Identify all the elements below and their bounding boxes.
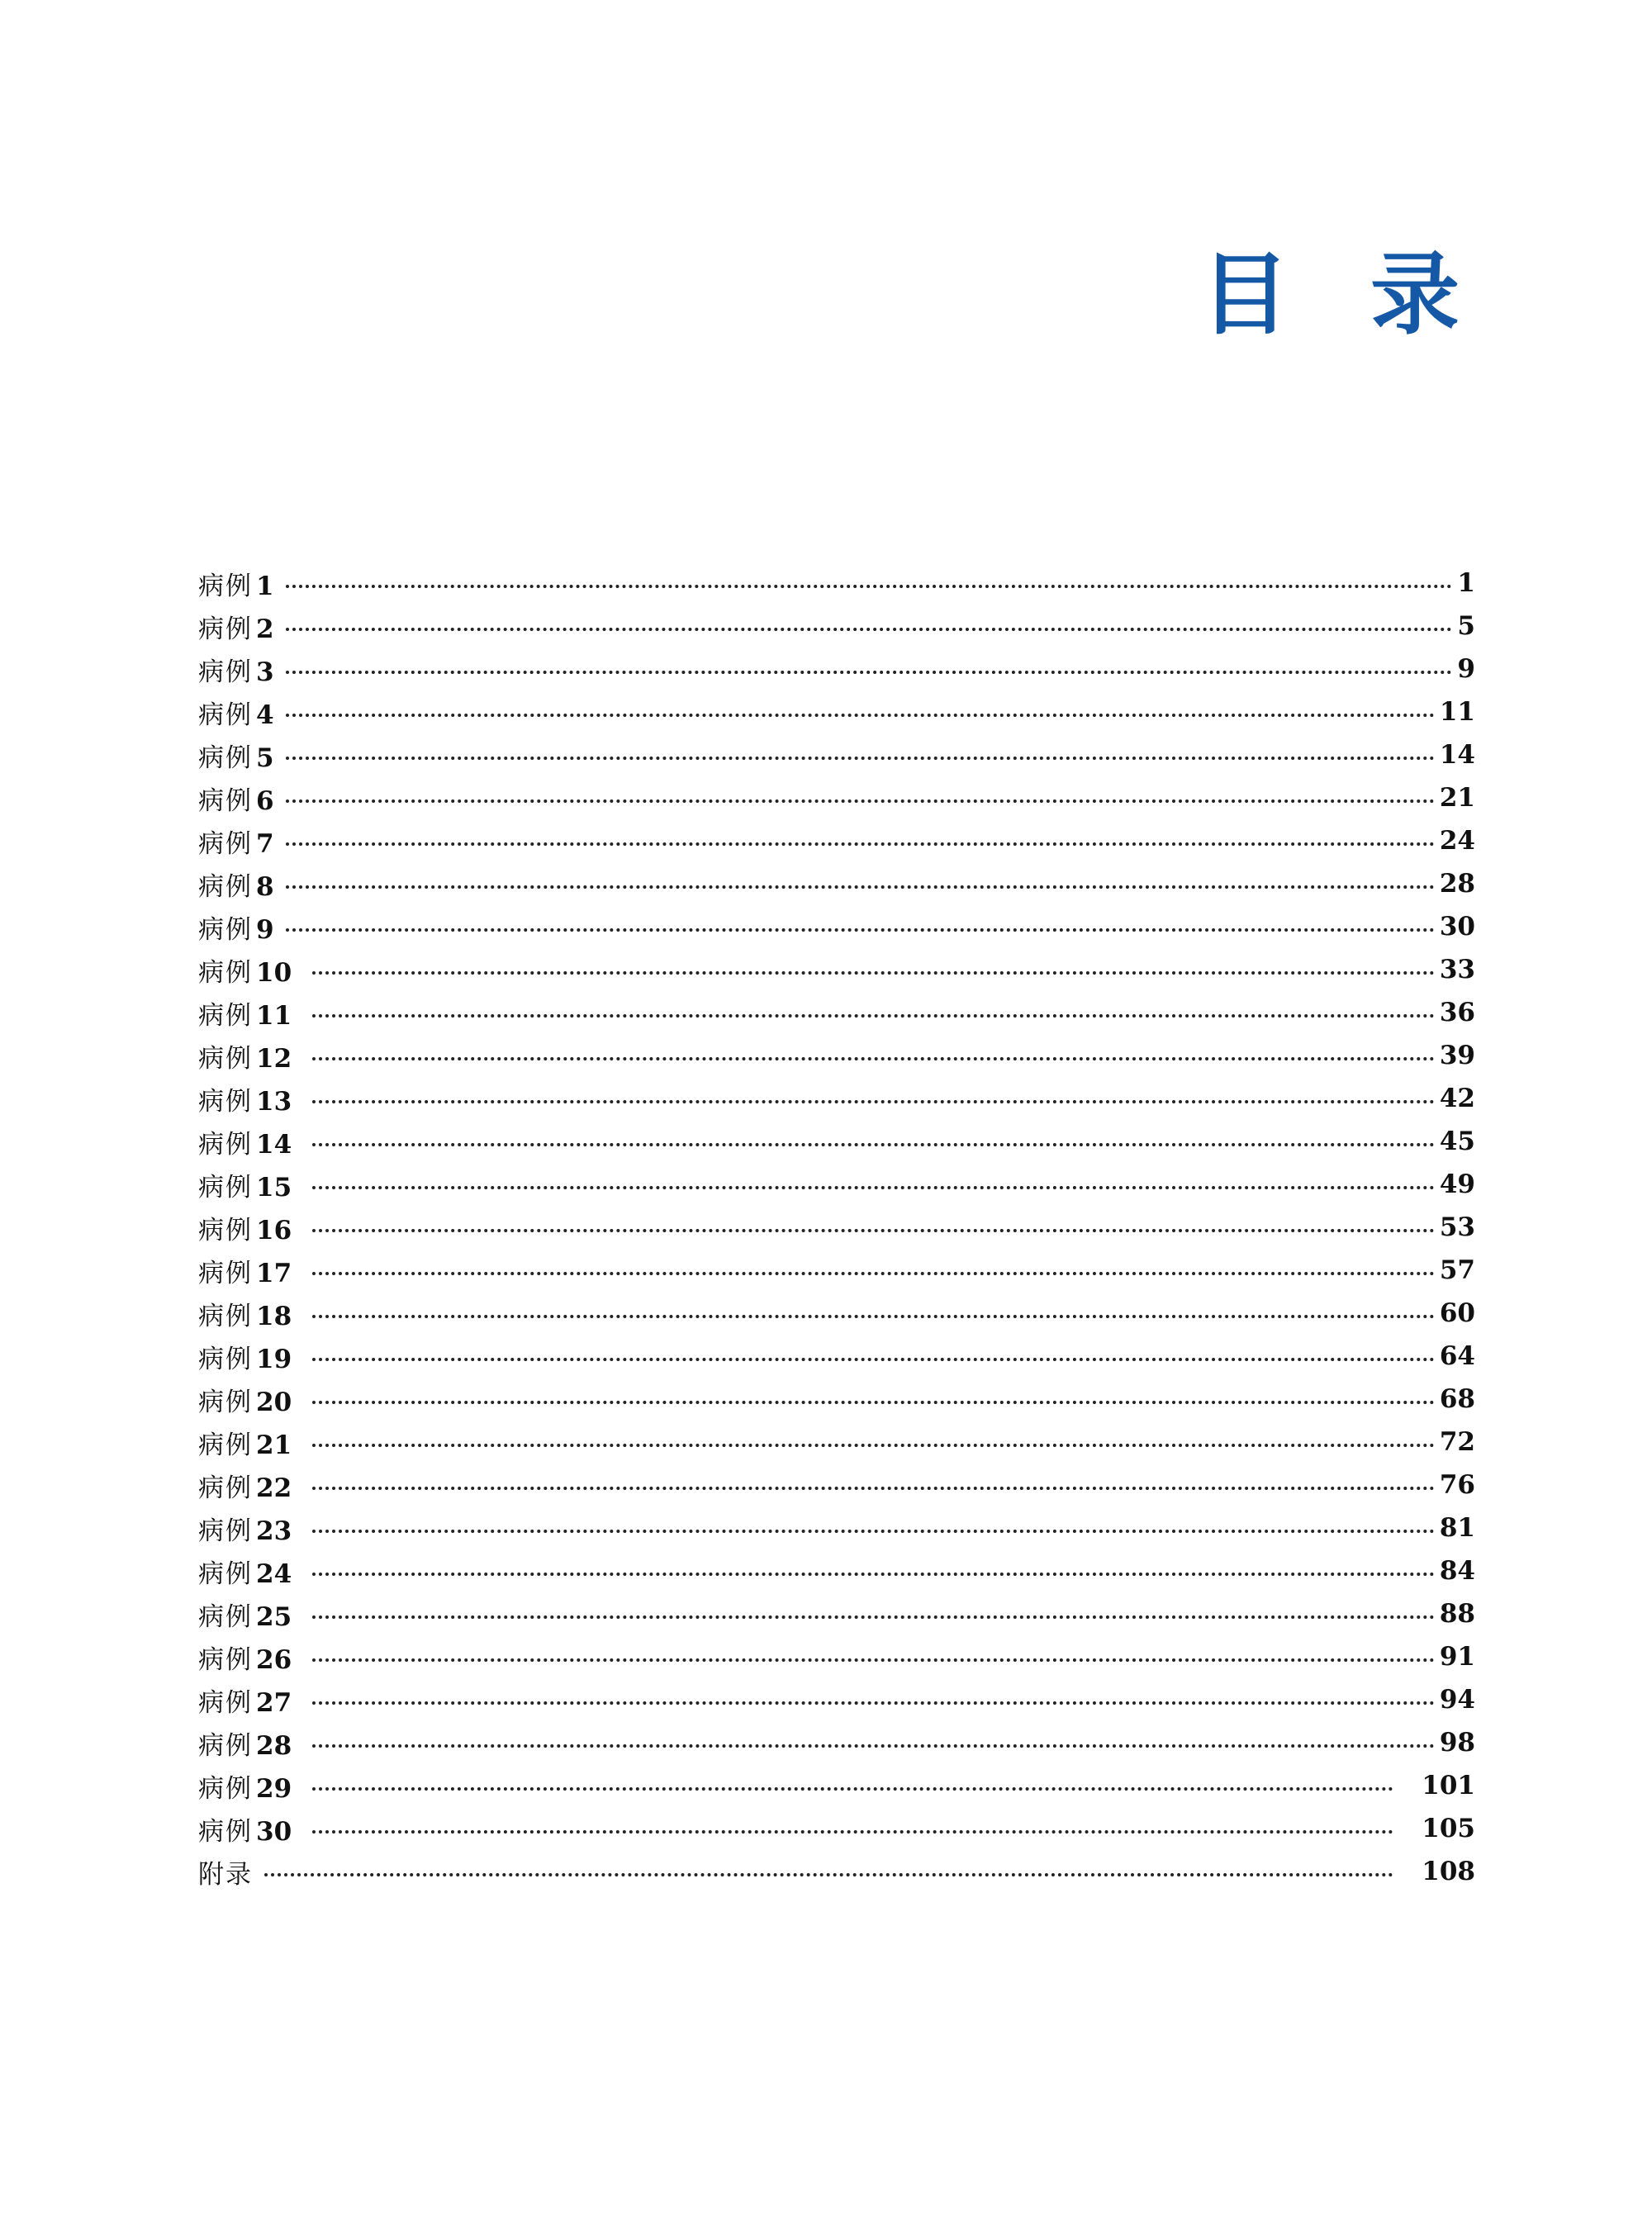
toc-entry-label: [198, 1767, 307, 1805]
toc-entry-case-13[interactable]: [198, 1077, 1475, 1120]
toc-entry-case-29[interactable]: [198, 1764, 1475, 1807]
toc-entry-page-number: 45: [1439, 1127, 1475, 1156]
toc-entry-label-text: 病例: [198, 1773, 253, 1804]
toc-dot-leader: [312, 1744, 1435, 1748]
toc-entry-label-text: 病例: [198, 657, 253, 687]
toc-entry-number: 12: [256, 1043, 292, 1074]
toc-entry-number: 17: [256, 1258, 292, 1288]
toc-entry-page-number: 53: [1439, 1212, 1475, 1242]
toc-entry-page-number: 42: [1439, 1084, 1475, 1113]
toc-entry-label-text: 病例: [198, 1301, 253, 1331]
toc-entry-page-number: 28: [1439, 869, 1475, 899]
toc-entry-label: [198, 1553, 307, 1590]
toc-dot-leader: [312, 1615, 1435, 1619]
toc-entry-page-number: 76: [1439, 1470, 1475, 1500]
toc-dot-leader: [312, 1658, 1435, 1662]
toc-entry-number: 28: [256, 1730, 292, 1761]
toc-entry-case-5[interactable]: [198, 733, 1475, 776]
toc-entry-page-number: 9: [1457, 654, 1475, 684]
toc-entry-label: [198, 694, 281, 731]
toc-entry-case-21[interactable]: [198, 1421, 1475, 1464]
page-title: 目 录: [1200, 244, 1484, 347]
toc-entry-label-text: 病例: [198, 1430, 253, 1460]
toc-entry-label-text: 病例: [198, 828, 253, 859]
toc-entry-case-8[interactable]: [198, 862, 1475, 905]
toc-entry-number: 3: [256, 657, 274, 687]
toc-entry-number: 26: [256, 1644, 292, 1675]
toc-entry-appendix[interactable]: [198, 1850, 1475, 1893]
toc-entry-label-text: 病例: [198, 1086, 253, 1117]
toc-entry-label-text: 病例: [198, 1558, 253, 1589]
toc-entry-label: [198, 994, 307, 1032]
toc-entry-number: 18: [256, 1301, 292, 1331]
toc-entry-case-7[interactable]: [198, 819, 1475, 862]
toc-dot-leader: [286, 885, 1435, 889]
toc-entry-page-number: 36: [1439, 998, 1475, 1027]
toc-entry-case-17[interactable]: [198, 1249, 1475, 1292]
toc-entry-case-20[interactable]: [198, 1378, 1475, 1421]
toc-dot-leader: [312, 1057, 1435, 1060]
toc-entry-page-number: 60: [1439, 1298, 1475, 1328]
toc-dot-leader: [286, 757, 1435, 760]
toc-entry-number: 29: [256, 1773, 292, 1804]
toc-entry-label-text: 病例: [198, 871, 253, 902]
toc-entry-label: [198, 1639, 307, 1676]
toc-entry-label: [198, 1209, 307, 1246]
toc-entry-page-number: 39: [1439, 1041, 1475, 1070]
toc-entry-number: 21: [256, 1430, 292, 1460]
toc-dot-leader: [286, 928, 1435, 932]
toc-entry-page-number: 33: [1439, 955, 1475, 984]
toc-entry-label: [198, 780, 281, 817]
toc-entry-page-number: 1: [1457, 568, 1475, 598]
toc-dot-leader: [286, 799, 1435, 803]
toc-entry-number: 4: [256, 700, 274, 730]
toc-entry-label-text: 病例: [198, 785, 253, 816]
toc-dot-leader: [312, 1830, 1393, 1834]
toc-entry-number: 14: [256, 1129, 292, 1160]
toc-entry-page-number: 24: [1439, 826, 1475, 856]
toc-entry-case-15[interactable]: [198, 1163, 1475, 1206]
toc-entry-case-9[interactable]: [198, 905, 1475, 948]
toc-dot-leader: [286, 585, 1452, 588]
toc-entry-case-4[interactable]: [198, 690, 1475, 733]
toc-entry-label-text: 病例: [198, 571, 253, 601]
toc-entry-case-25[interactable]: [198, 1592, 1475, 1635]
toc-entry-number: 15: [256, 1172, 292, 1203]
toc-entry-label: [198, 1295, 307, 1332]
toc-entry-label-text: 病例: [198, 1129, 253, 1160]
toc-entry-label: [198, 1810, 307, 1848]
toc-dot-leader: [264, 1873, 1393, 1876]
toc-dot-leader: [312, 1573, 1435, 1576]
toc-entry-page-number: 68: [1439, 1384, 1475, 1414]
toc-dot-leader: [286, 842, 1435, 846]
toc-entry-label: [198, 1682, 307, 1719]
toc-entry-number: 20: [256, 1387, 292, 1417]
toc-dot-leader: [312, 1186, 1435, 1189]
toc-entry-label-text: 病例: [198, 1344, 253, 1374]
toc-entry-label-text: 病例: [198, 1730, 253, 1761]
toc-entry-page-number: 101: [1422, 1771, 1475, 1800]
toc-entry-number: 22: [256, 1473, 292, 1503]
toc-entry-number: 11: [256, 1000, 292, 1031]
toc-dot-leader: [312, 1701, 1435, 1705]
toc-entry-label: [198, 909, 281, 946]
toc-entry-label: [198, 1724, 307, 1762]
toc-dot-leader: [312, 1014, 1435, 1018]
toc-dot-leader: [312, 1487, 1435, 1490]
toc-entry-page-number: 105: [1422, 1814, 1475, 1843]
toc-entry-case-3[interactable]: [198, 648, 1475, 690]
toc-entry-case-18[interactable]: [198, 1292, 1475, 1335]
toc-entry-label-text: 病例: [198, 1601, 253, 1632]
toc-entry-label-text: 病例: [198, 1687, 253, 1718]
toc-entry-case-26[interactable]: [198, 1635, 1475, 1678]
toc-entry-page-number: 30: [1439, 912, 1475, 942]
toc-entry-page-number: 88: [1439, 1599, 1475, 1629]
toc-dot-leader: [312, 1358, 1435, 1361]
toc-entry-label: [198, 608, 281, 645]
toc-entry-number: 1: [256, 571, 274, 601]
toc-entry-case-19[interactable]: [198, 1335, 1475, 1378]
toc-entry-case-6[interactable]: [198, 776, 1475, 819]
table-of-contents: [198, 562, 1475, 1893]
toc-entry-label: [198, 737, 281, 774]
toc-entry-page-number: 14: [1439, 740, 1475, 770]
toc-entry-number: 5: [256, 742, 274, 773]
toc-entry-label: [198, 1510, 307, 1547]
toc-entry-case-1[interactable]: [198, 562, 1475, 605]
toc-entry-number: 6: [256, 785, 274, 816]
toc-entry-case-27[interactable]: [198, 1678, 1475, 1721]
toc-entry-label-text: 病例: [198, 1000, 253, 1031]
toc-entry-page-number: 91: [1439, 1642, 1475, 1672]
toc-entry-page-number: 57: [1439, 1255, 1475, 1285]
toc-entry-label-text: 病例: [198, 1516, 253, 1546]
toc-entry-label: [198, 1381, 307, 1418]
toc-entry-label-text: 病例: [198, 1644, 253, 1675]
toc-entry-number: 10: [256, 957, 292, 988]
toc-entry-number: 13: [256, 1086, 292, 1117]
toc-entry-label-text: 病例: [198, 742, 253, 773]
toc-entry-number: 25: [256, 1601, 292, 1632]
toc-entry-number: 7: [256, 828, 274, 859]
toc-entry-number: 23: [256, 1516, 292, 1546]
toc-dot-leader: [286, 628, 1452, 631]
toc-entry-page-number: 81: [1439, 1513, 1475, 1543]
toc-entry-label: [198, 1467, 307, 1504]
toc-entry-label: [198, 651, 281, 688]
toc-entry-label-text: 病例: [198, 1172, 253, 1203]
toc-entry-number: 16: [256, 1215, 292, 1245]
toc-entry-case-22[interactable]: [198, 1464, 1475, 1506]
toc-entry-label: [198, 823, 281, 860]
toc-entry-label-text: 病例: [198, 957, 253, 988]
toc-entry-page-number: 49: [1439, 1169, 1475, 1199]
toc-entry-label: [198, 1338, 307, 1375]
toc-entry-label: 附录: [198, 1859, 253, 1890]
toc-entry-label: [198, 1037, 307, 1075]
toc-entry-case-11[interactable]: [198, 991, 1475, 1034]
toc-dot-leader: [312, 1272, 1435, 1275]
toc-entry-number: 24: [256, 1558, 292, 1589]
toc-entry-label: [198, 951, 307, 989]
toc-entry-number: 19: [256, 1344, 292, 1374]
toc-entry-case-16[interactable]: [198, 1206, 1475, 1249]
toc-entry-label: [198, 1424, 307, 1461]
toc-entry-label-text: 病例: [198, 1816, 253, 1847]
toc-entry-label-text: 病例: [198, 1387, 253, 1417]
toc-entry-number: 2: [256, 614, 274, 644]
toc-dot-leader: [312, 1100, 1435, 1103]
toc-entry-page-number: 108: [1422, 1857, 1475, 1886]
toc-entry-page-number: 94: [1439, 1685, 1475, 1715]
toc-dot-leader: [312, 1787, 1393, 1791]
toc-entry-page-number: 98: [1439, 1728, 1475, 1758]
toc-dot-leader: [286, 671, 1452, 674]
toc-entry-label: [198, 1596, 307, 1633]
toc-entry-case-10[interactable]: [198, 948, 1475, 991]
toc-entry-case-30[interactable]: [198, 1807, 1475, 1850]
toc-dot-leader: [312, 971, 1435, 975]
toc-dot-leader: [312, 1143, 1435, 1146]
toc-entry-page-number: 5: [1457, 611, 1475, 641]
toc-entry-page-number: 84: [1439, 1556, 1475, 1586]
toc-entry-case-24[interactable]: [198, 1549, 1475, 1592]
toc-entry-number: 9: [256, 914, 274, 945]
toc-dot-leader: [286, 714, 1435, 717]
toc-entry-label-text: 病例: [198, 914, 253, 945]
toc-entry-page-number: 21: [1439, 783, 1475, 813]
toc-dot-leader: [312, 1315, 1435, 1318]
toc-entry-label-text: 病例: [198, 1043, 253, 1074]
toc-entry-label: [198, 1166, 307, 1203]
toc-entry-case-2[interactable]: [198, 605, 1475, 648]
toc-entry-number: 27: [256, 1687, 292, 1718]
toc-dot-leader: [312, 1401, 1435, 1404]
toc-entry-number: 8: [256, 871, 274, 902]
toc-entry-label-text: 病例: [198, 1258, 253, 1288]
toc-entry-case-23[interactable]: [198, 1506, 1475, 1549]
toc-entry-label: [198, 866, 281, 903]
toc-entry-page-number: 72: [1439, 1427, 1475, 1457]
toc-entry-case-28[interactable]: [198, 1721, 1475, 1764]
toc-dot-leader: [312, 1444, 1435, 1447]
toc-dot-leader: [312, 1530, 1435, 1533]
toc-entry-page-number: 64: [1439, 1341, 1475, 1371]
toc-entry-page-number: 11: [1439, 697, 1475, 727]
toc-entry-label-text: 病例: [198, 700, 253, 730]
toc-entry-label: [198, 1123, 307, 1160]
toc-entry-label-text: 病例: [198, 1215, 253, 1245]
toc-entry-label: [198, 565, 281, 602]
toc-entry-label-text: 病例: [198, 1473, 253, 1503]
toc-entry-case-12[interactable]: [198, 1034, 1475, 1077]
toc-entry-number: 30: [256, 1816, 292, 1847]
toc-entry-label: [198, 1080, 307, 1117]
toc-entry-case-14[interactable]: [198, 1120, 1475, 1163]
toc-entry-label-text: 病例: [198, 614, 253, 644]
toc-entry-label: [198, 1252, 307, 1289]
toc-dot-leader: [312, 1229, 1435, 1232]
